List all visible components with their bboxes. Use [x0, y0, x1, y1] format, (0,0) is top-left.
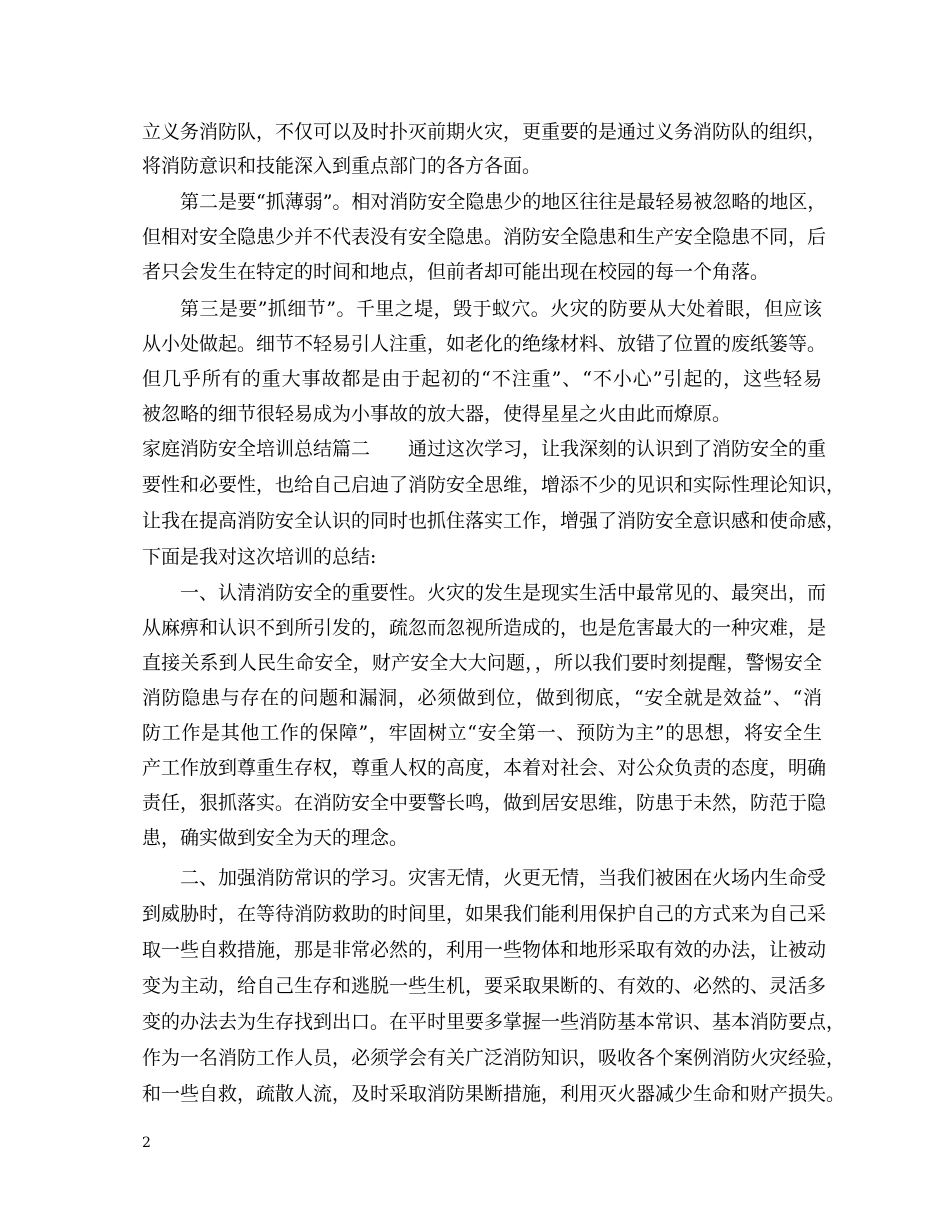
text-line: 直接关系到人民生命安全，财产安全大大问题，，所以我们要时刻提醒，警惕安全 [142, 652, 822, 674]
text-line: 从小处做起。细节不轻易引人注重，如老化的绝缘材料、放错了位置的废纸篓等。 [142, 333, 827, 355]
text-line: 患，确实做到安全为天的理念。 [142, 827, 409, 849]
text-line: 一、认清消防安全的重要性。火灾的发生是现实生活中最常见的、最突出，而 [180, 582, 827, 604]
text-line: 从麻痹和认识不到所引发的，疏忽而忽视所造成的，也是危害最大的一种灾难，是 [142, 617, 827, 639]
text-line: 第二是要“抓薄弱”。相对消防安全隐患少的地区往往是最轻易被忽略的地区， [180, 191, 827, 213]
text-line: 下面是我对这次培训的总结: [142, 546, 377, 568]
text-line: 到威胁时，在等待消防救助的时间里，如果我们能利用保护自己的方式来为自己采 [142, 903, 827, 925]
text-line: 让我在提高消防安全认识的同时也抓住落实工作，增强了消防安全意识感和使命感， [142, 510, 846, 532]
text-line: 但几乎所有的重大事故都是由于起初的“不注重”、“不小心”引起的，这些轻易 [142, 368, 822, 390]
section-title-line: 家庭消防安全培训总结篇二 通过这次学习，让我深刻的认识到了消防安全的重 [142, 438, 827, 460]
text-line: 二、加强消防常识的学习。灾害无情，火更无情，当我们被困在火场内生命受 [180, 867, 827, 889]
text-line: 作为一名消防工作人员，必须学会有关广泛消防知识，吸收各个案例消防火灾经验， [142, 1047, 846, 1069]
text-line: 取一些自救措施，那是非常必然的，利用一些物体和地形采取有效的办法，让被动 [142, 939, 827, 961]
text-line: 但相对安全隐患少并不代表没有安全隐患。消防安全隐患和生产安全隐患不同，后 [142, 226, 827, 248]
text-line: 变为主动，给自己生存和逃脱一些生机，要采取果断的、有效的、必然的、灵活多 [142, 975, 827, 997]
text-line: 将消防意识和技能深入到重点部门的各方各面。 [142, 155, 542, 177]
text-line: 者只会发生在特定的时间和地点，但前者却可能出现在校园的每一个角落。 [142, 261, 770, 283]
text-line: 消防隐患与存在的问题和漏洞，必须做到位，做到彻底，“安全就是效益”、“消 [142, 687, 822, 709]
page-number: 2 [142, 1135, 151, 1151]
text-line: 立义务消防队，不仅可以及时扑灭前期火灾，更重要的是通过义务消防队的组织， [142, 121, 827, 143]
text-line: 第三是要”抓细节”。千里之堤，毁于蚁穴。火灾的防要从大处着眼，但应该 [180, 298, 822, 320]
text-line: 责任，狠抓落实。在消防安全中要警长鸣，做到居安思维，防患于未然，防范于隐 [142, 792, 827, 814]
text-line: 产工作放到尊重生存权，尊重人权的高度，本着对社会、对公众负责的态度，明确 [142, 757, 827, 779]
text-line: 变的办法去为生存找到出口。在平时里要多掌握一些消防基本常识、基本消防要点， [142, 1011, 846, 1033]
text-line: 和一些自救，疏散人流，及时采取消防果断措施，利用灭火器减少生命和财产损失。 [142, 1083, 846, 1105]
text-line: 防工作是其他工作的保障”，牢固树立“安全第一、预防为主”的思想，将安全生 [142, 722, 822, 744]
text-line: 被忽略的细节很轻易成为小事故的放大器，使得星星之火由此而燎原。 [142, 403, 732, 425]
text-line: 要性和必要性，也给自己启迪了消防安全思维，增添不少的见识和实际性理论知识， [142, 474, 846, 496]
